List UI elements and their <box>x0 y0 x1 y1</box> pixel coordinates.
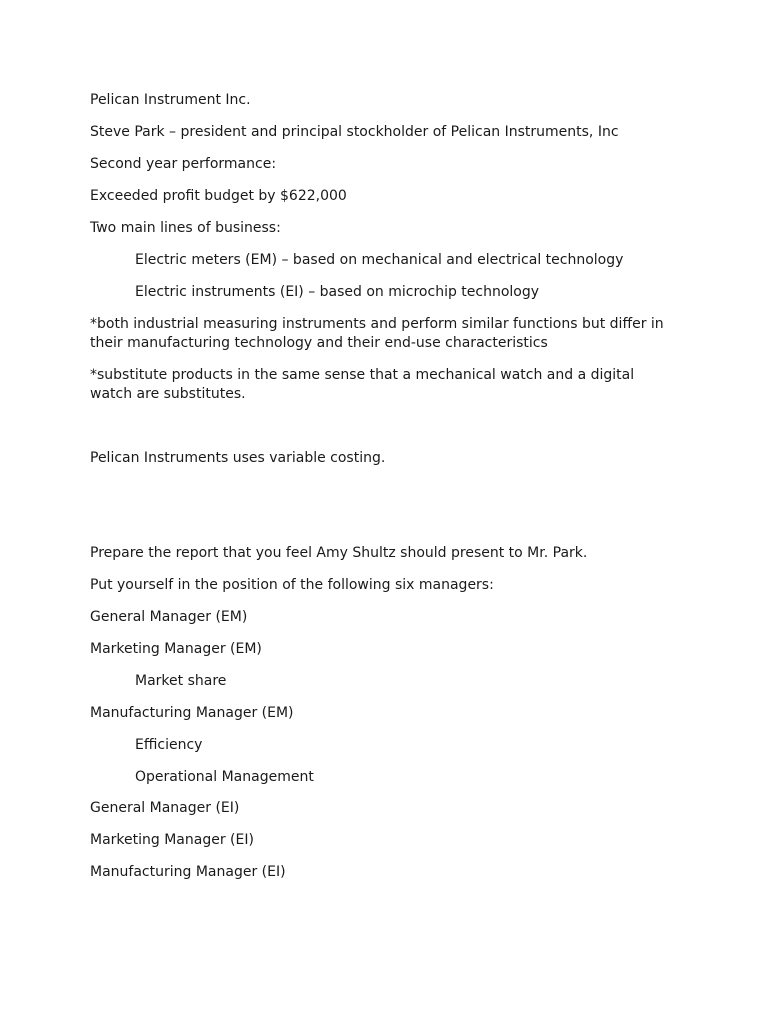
manager-item: General Manager (EI) <box>90 800 240 816</box>
manager-subitem: Efficiency <box>135 737 203 753</box>
note-paragraph-2: *substitute products in the same sense that a mechanical watch and a digital watch are substitutes. <box>90 367 635 402</box>
manager-subitem: Market share <box>135 673 227 689</box>
business-lines-heading: Two main lines of business: <box>90 220 281 236</box>
intro-text: Steve Park – president and principal stockholder of Pelican Instruments, Inc <box>90 124 619 140</box>
manager-item: General Manager (EM) <box>90 609 248 625</box>
manager-item: Manufacturing Manager (EM) <box>90 705 294 721</box>
manager-item: Marketing Manager (EI) <box>90 832 254 848</box>
note-paragraph-1: *both industrial measuring instruments and perform similar functions but differ in their manufacturing technology and their end-use characteristics <box>90 316 664 351</box>
profit-line: Exceeded profit budget by $622,000 <box>90 188 347 204</box>
manager-subitem: Operational Management <box>135 769 314 785</box>
business-line-ei: Electric instruments (EI) – based on microchip technology <box>135 284 540 300</box>
second-year-heading: Second year performance: <box>90 156 277 172</box>
business-line-em: Electric meters (EM) – based on mechanical and electrical technology <box>135 252 624 268</box>
manager-item: Manufacturing Manager (EI) <box>90 864 286 880</box>
costing-statement: Pelican Instruments uses variable costing. <box>90 450 386 466</box>
document-title: Pelican Instrument Inc. <box>90 92 251 108</box>
task-statement: Prepare the report that you feel Amy Shultz should present to Mr. Park. <box>90 545 588 561</box>
manager-item: Marketing Manager (EM) <box>90 641 262 657</box>
managers-intro: Put yourself in the position of the following six managers: <box>90 577 494 593</box>
